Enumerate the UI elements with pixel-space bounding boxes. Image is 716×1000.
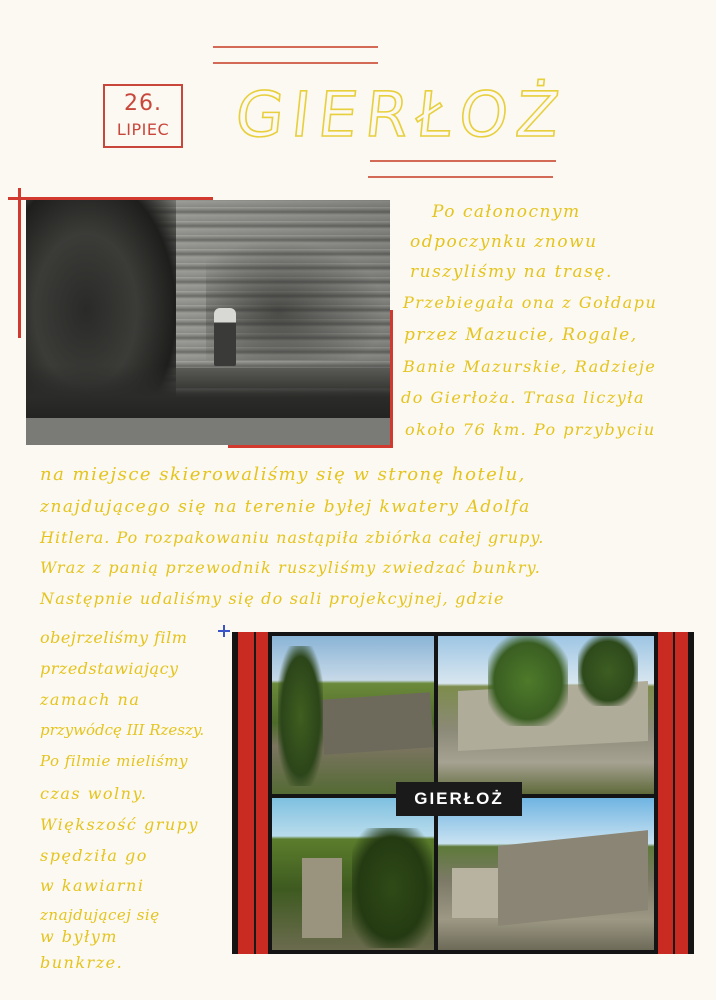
- left-text-line: obejrzeliśmy film: [40, 628, 188, 647]
- postcard-left-line: [254, 632, 256, 954]
- right-text-line: Przebiegała ona z Gołdapu: [403, 293, 658, 312]
- left-text-line: znajdującej się: [40, 906, 160, 924]
- left-text-line: spędziła go: [40, 846, 148, 865]
- full-text-line: znajdującego się na terenie byłej kwatery Adolfa: [40, 497, 531, 517]
- postcard-photo-top-right: [438, 636, 654, 794]
- top-rule-1: [213, 46, 378, 48]
- right-text-line: Po całonocnym: [432, 202, 581, 222]
- right-text-line: około 76 km. Po przybyciu: [405, 420, 656, 439]
- postcard-bunker-wall: [302, 858, 342, 938]
- top-rule-2: [213, 62, 378, 64]
- postcard-tree: [488, 636, 568, 726]
- left-text-line: przywódcę III Rzeszy.: [40, 721, 205, 739]
- right-text-line: odpoczynku znowu: [410, 232, 598, 252]
- right-text-line: ruszyliśmy na trasę.: [410, 262, 613, 282]
- left-text-line: Większość grupy: [40, 815, 199, 834]
- postcard-bunker-block: [320, 692, 434, 755]
- right-text-line: Banie Mazurskie, Radzieje: [403, 357, 657, 376]
- photo-person: [214, 308, 236, 366]
- full-text-line: Wraz z panią przewodnik ruszyliśmy zwiedzać bunkry.: [40, 558, 542, 577]
- right-text-line: przez Mazucie, Rogale,: [404, 325, 638, 345]
- postcard-photo-bottom-right: [438, 798, 654, 950]
- photo-ground: [26, 418, 390, 445]
- left-text-line: w kawiarni: [40, 876, 145, 895]
- photo-frame-left: [18, 188, 21, 338]
- postcard-left-stripe: [238, 632, 268, 954]
- left-text-line: zamach na: [40, 690, 141, 709]
- left-text-line: bunkrze.: [40, 953, 124, 972]
- left-text-line: Po filmie mieliśmy: [40, 752, 188, 770]
- photo-frame-top: [8, 197, 213, 200]
- postcard-tree: [278, 646, 323, 786]
- postcard-photo-bottom-left: [272, 798, 434, 950]
- date-day: 26.: [124, 91, 162, 116]
- right-text-line: do Gierłoża. Trasa liczyła: [401, 388, 646, 407]
- postcard-tree: [352, 828, 432, 948]
- left-text-line: czas wolny.: [40, 784, 148, 803]
- full-text-line: Hitlera. Po rozpakowaniu nastąpiła zbiórka całej grupy.: [40, 528, 545, 547]
- postcard-right-line: [673, 632, 675, 954]
- left-text-line: w byłym: [40, 927, 118, 946]
- left-text-line: przedstawiający: [40, 659, 179, 678]
- postcard-photo-top-left: [272, 636, 434, 794]
- postcard-label: GIERŁOŻ: [396, 782, 522, 816]
- blue-mark: [223, 625, 225, 637]
- postcard-bunker-tower: [452, 868, 498, 918]
- postcard-tree: [578, 636, 638, 706]
- date-box: [103, 84, 183, 148]
- bottom-rule-2: [368, 176, 553, 178]
- date-month: LIPIEC: [116, 120, 170, 139]
- photo-frame-bottom: [228, 445, 393, 448]
- full-text-line: na miejsce skierowaliśmy się w stronę hotelu,: [40, 464, 526, 485]
- postcard-bunker-large: [498, 830, 648, 926]
- full-text-line: Następnie udaliśmy się do sali projekcyjnej, gdzie: [40, 589, 505, 608]
- bunker-photo: [26, 200, 390, 445]
- bottom-rule-1: [370, 160, 556, 162]
- page-title: GIERŁOŻ: [232, 78, 571, 151]
- photo-frame-right: [390, 310, 393, 445]
